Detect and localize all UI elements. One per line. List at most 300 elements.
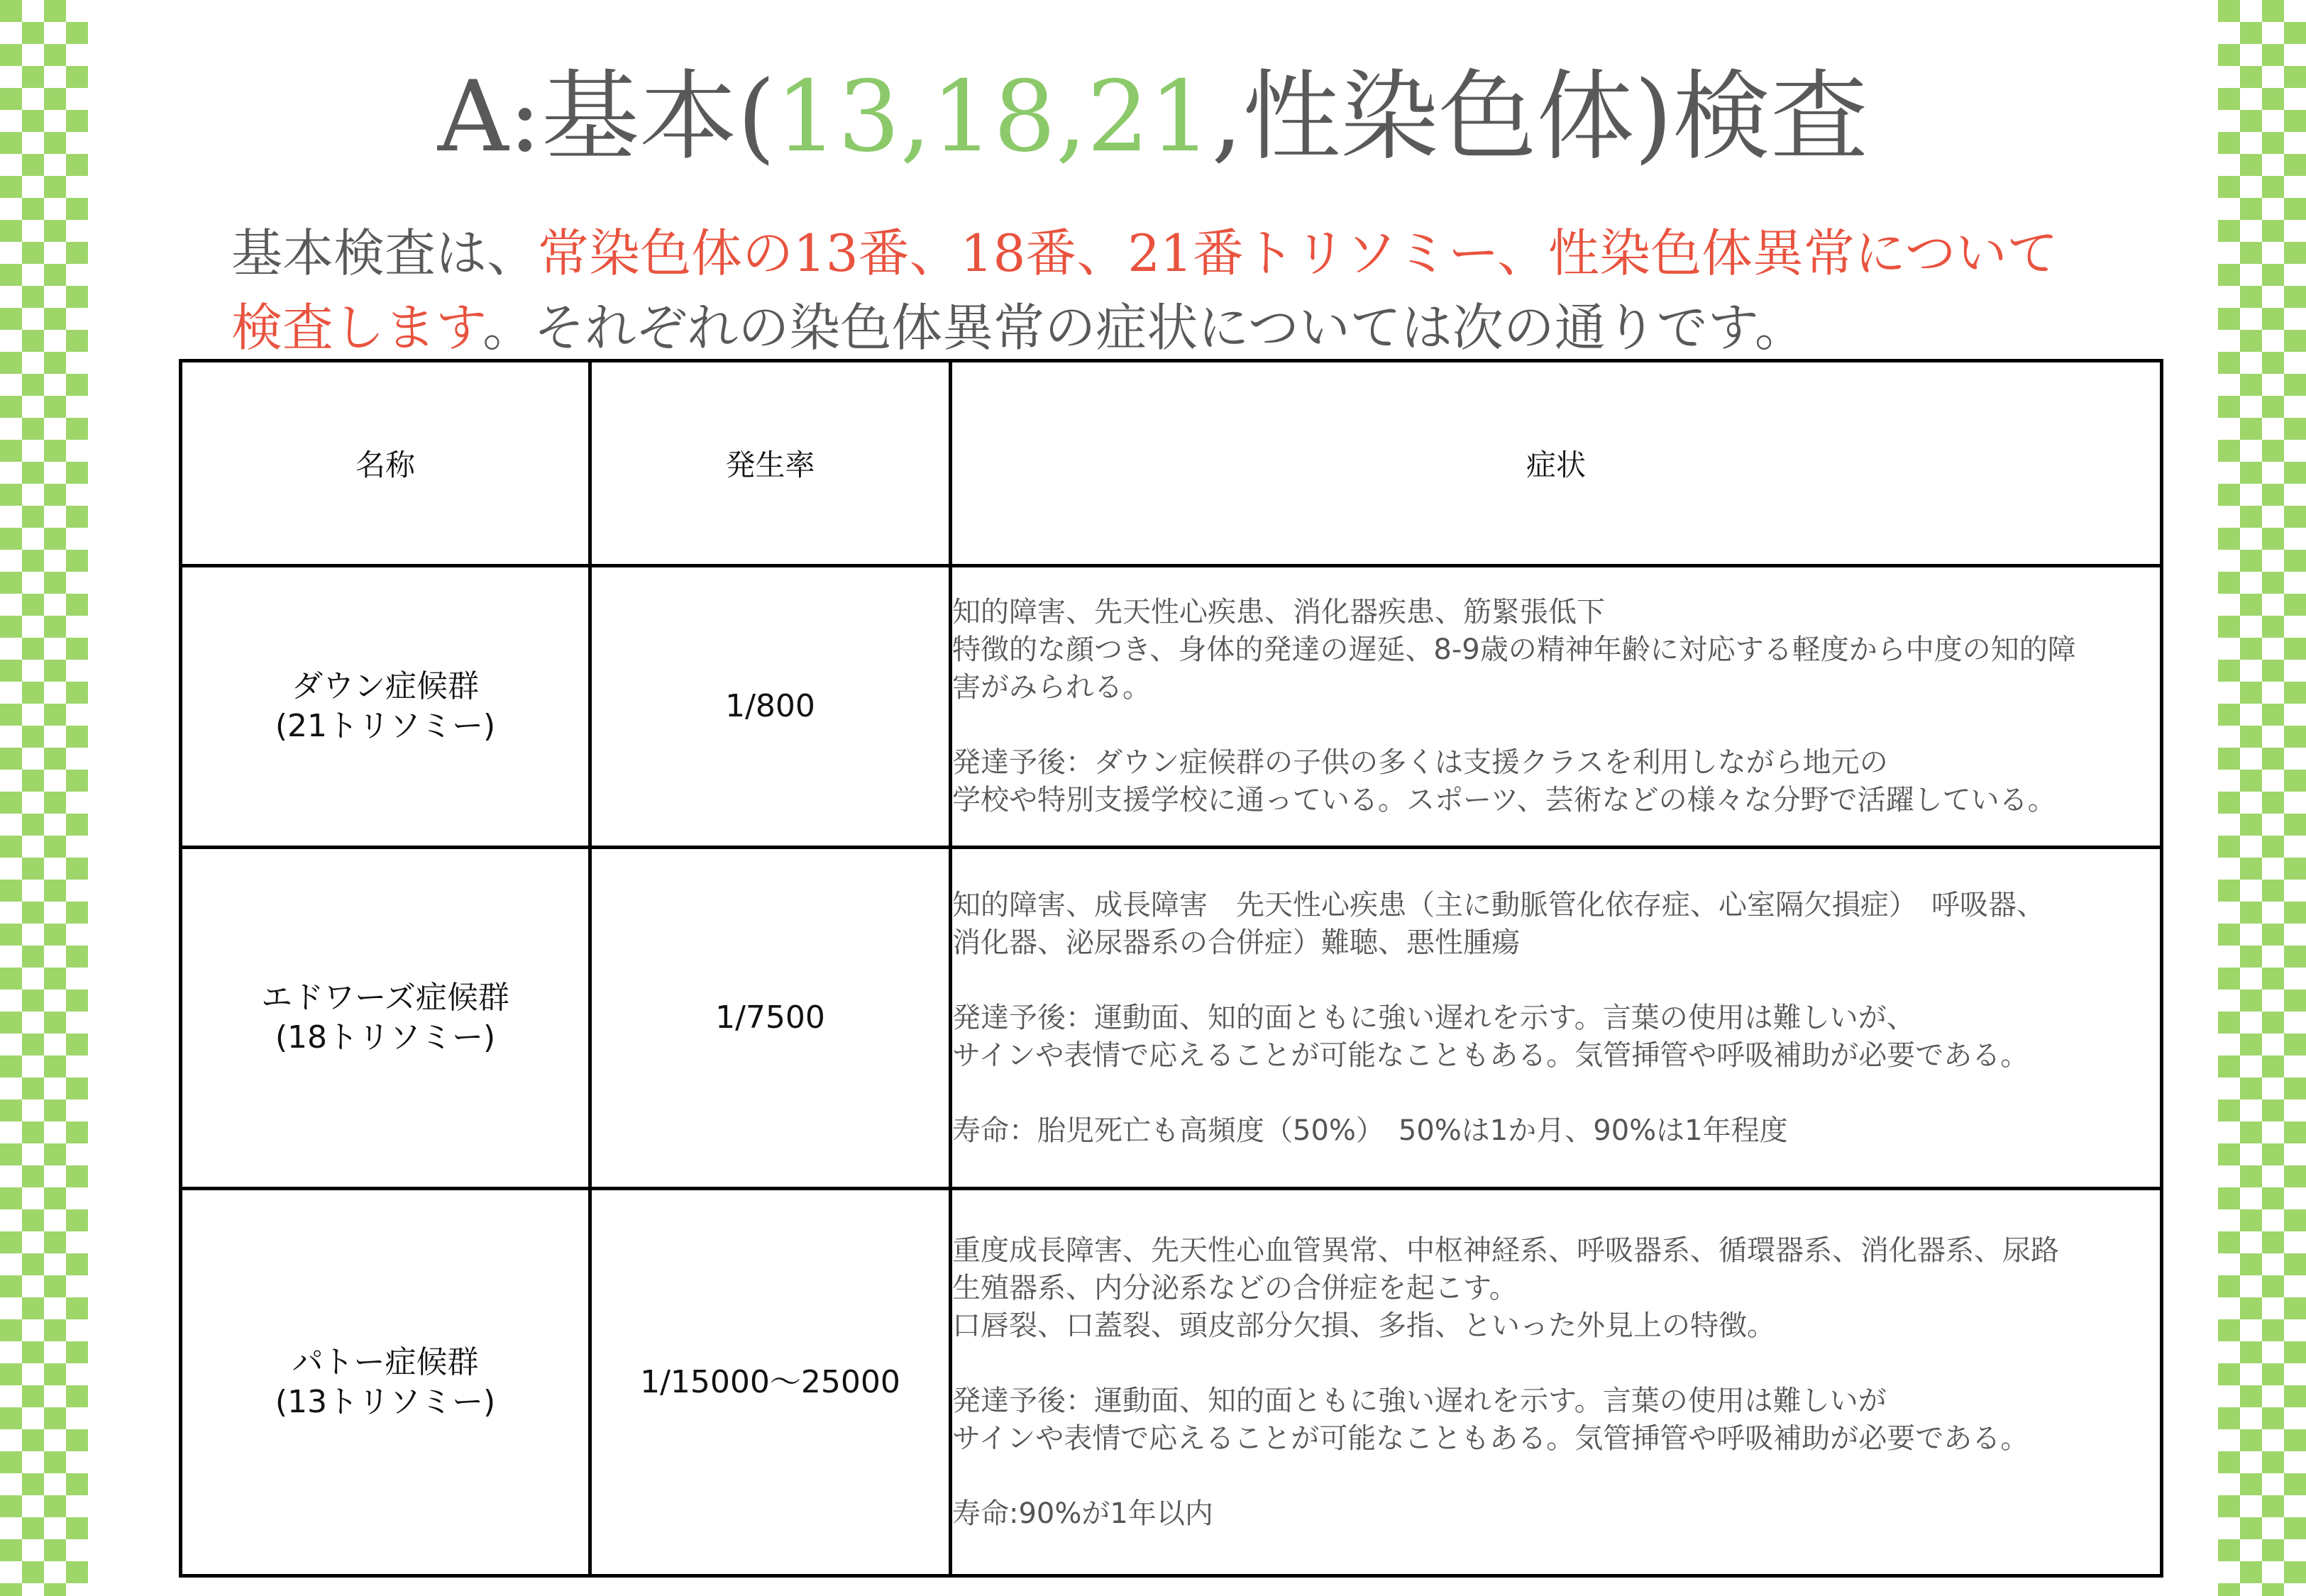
checker-square: [0, 704, 22, 726]
checker-square: [22, 418, 44, 440]
checker-square: [22, 902, 44, 924]
checker-square: [2284, 1473, 2306, 1495]
checker-square: [44, 264, 66, 286]
checker-square: [44, 1363, 66, 1385]
right-checkered-border: [2218, 0, 2306, 1596]
checker-square: [66, 198, 88, 220]
checker-square: [66, 330, 88, 352]
checker-square: [2240, 682, 2262, 704]
symptom-line: サインや表情で応えることが可能なこともある。気管挿管や呼吸補助が必要である。: [952, 1422, 2029, 1455]
checker-square: [2284, 242, 2306, 264]
checker-square: [22, 198, 44, 220]
checker-square: [22, 1517, 44, 1539]
checker-square: [2240, 1473, 2262, 1495]
checker-square: [44, 792, 66, 814]
checker-square: [22, 814, 44, 836]
checker-square: [2218, 704, 2240, 726]
checker-square: [2218, 1583, 2240, 1596]
checker-square: [22, 1033, 44, 1055]
checker-square: [2240, 286, 2262, 308]
right-checker-pattern: [2218, 0, 2306, 1596]
symptom-line: 寿命：胎児死亡も高頻度（50%） 50%は1か月、90%は1年程度: [952, 1114, 1788, 1147]
checker-square: [22, 770, 44, 792]
checker-square: [22, 1077, 44, 1099]
checker-square: [2240, 198, 2262, 220]
checker-square: [2240, 638, 2262, 660]
checker-square: [44, 616, 66, 638]
row-name-cell: [181, 1189, 590, 1576]
checker-square: [66, 1253, 88, 1275]
checker-square: [44, 748, 66, 770]
checker-square: [2218, 572, 2240, 594]
trisomy-label: (18トリソミー): [275, 1019, 496, 1055]
checker-square: [22, 462, 44, 484]
checker-square: [2262, 572, 2284, 594]
checker-square: [2284, 1429, 2306, 1451]
checker-square: [66, 1429, 88, 1451]
checker-square: [2284, 1253, 2306, 1275]
checker-square: [2262, 1319, 2284, 1341]
checker-square: [22, 858, 44, 880]
checker-square: [2284, 1385, 2306, 1407]
intro-red-2: 検査します: [231, 298, 483, 358]
checker-square: [22, 242, 44, 264]
checker-square: [66, 990, 88, 1012]
checker-square: [2284, 682, 2306, 704]
checker-square: [2240, 242, 2262, 264]
checker-square: [2240, 902, 2262, 924]
checker-square: [66, 1385, 88, 1407]
checker-square: [2284, 506, 2306, 528]
checker-square: [66, 858, 88, 880]
checker-square: [2284, 1077, 2306, 1099]
checker-square: [2284, 858, 2306, 880]
header-name: 名称: [181, 361, 590, 566]
checker-square: [2262, 616, 2284, 638]
symptoms-cell: [951, 1189, 2162, 1576]
checker-square: [66, 374, 88, 396]
checker-square: [0, 1319, 22, 1341]
checker-square: [2218, 1363, 2240, 1385]
checker-square: [2284, 1517, 2306, 1539]
checker-square: [2284, 902, 2306, 924]
checker-square: [2240, 550, 2262, 572]
left-checkered-border: [0, 0, 88, 1596]
checker-square: [2262, 0, 2284, 22]
checker-square: [2240, 1077, 2262, 1099]
checker-square: [0, 308, 22, 330]
checker-square: [2240, 858, 2262, 880]
title-prefix: A:基本(: [437, 60, 776, 174]
symptom-gap: [952, 1345, 2160, 1382]
symptom-line: サインや表情で応えることが可能なこともある。気管挿管や呼吸補助が必要である。: [952, 1038, 2029, 1072]
checker-square: [44, 836, 66, 858]
checker-square: [22, 1253, 44, 1275]
checker-square: [0, 792, 22, 814]
checker-square: [44, 528, 66, 550]
checker-square: [2262, 1231, 2284, 1253]
symptom-line: 特徴的な顔つき、身体的発達の遅延、8-9歳の精神年齢に対応する軽度から中度の知的障: [952, 633, 2076, 666]
checker-square: [0, 880, 22, 902]
checker-square: [2262, 1187, 2284, 1209]
checker-square: [2218, 484, 2240, 506]
checker-square: [44, 396, 66, 418]
checker-square: [2218, 1407, 2240, 1429]
checker-square: [0, 352, 22, 374]
checker-square: [2284, 1121, 2306, 1143]
checker-square: [0, 1451, 22, 1473]
checker-square: [22, 1165, 44, 1187]
checker-square: [2240, 1385, 2262, 1407]
checker-square: [2240, 1033, 2262, 1055]
symptom-line: 学校や特別支援学校に通っている。スポーツ、芸術などの様々な分野で活躍している。: [952, 784, 2056, 816]
checker-square: [2218, 1451, 2240, 1473]
syndrome-name: エドワーズ症候群: [261, 980, 509, 1016]
table-row: [181, 848, 2162, 1189]
checker-square: [2262, 1583, 2284, 1596]
checker-square: [2262, 924, 2284, 946]
title-highlight: 13,18,21: [775, 60, 1212, 174]
checker-square: [2240, 1341, 2262, 1363]
checker-square: [0, 924, 22, 946]
checker-square: [22, 1429, 44, 1451]
intro-line-2: [231, 291, 2147, 365]
checker-square: [44, 1055, 66, 1077]
syndrome-name: パトー症候群: [292, 1343, 479, 1380]
checker-square: [0, 968, 22, 990]
checker-square: [22, 990, 44, 1012]
checker-square: [2262, 440, 2284, 462]
syndrome-name: ダウン症候群: [292, 668, 479, 704]
checker-square: [44, 1451, 66, 1473]
checker-square: [66, 594, 88, 616]
symptom-line: 消化器、泌尿器系の合併症）難聴、悪性腫瘍: [952, 926, 1520, 959]
intro-normal-1: 基本検査は、: [231, 223, 539, 283]
title-suffix: ,性染色体)検査: [1211, 60, 1869, 174]
checker-square: [66, 1561, 88, 1583]
symptom-line: 発達予後：ダウン症候群の子供の多くは支援クラスを利用しながら地元の: [952, 746, 1888, 779]
checker-square: [44, 1012, 66, 1033]
checker-square: [0, 484, 22, 506]
checker-square: [66, 506, 88, 528]
checker-square: [0, 1583, 22, 1596]
checker-square: [2284, 1165, 2306, 1187]
checker-square: [2262, 308, 2284, 330]
checker-square: [2262, 264, 2284, 286]
checker-square: [2218, 528, 2240, 550]
checker-square: [2262, 352, 2284, 374]
checker-square: [2218, 616, 2240, 638]
checker-square: [2284, 726, 2306, 748]
symptoms-cell: [951, 566, 2162, 848]
checker-square: [66, 726, 88, 748]
checker-square: [44, 1231, 66, 1253]
checker-square: [2284, 462, 2306, 484]
checker-square: [2240, 1429, 2262, 1451]
checker-square: [2240, 770, 2262, 792]
checker-square: [22, 1341, 44, 1363]
checker-square: [0, 1407, 22, 1429]
checker-square: [22, 550, 44, 572]
checker-square: [22, 330, 44, 352]
checker-square: [2240, 990, 2262, 1012]
checker-square: [66, 22, 88, 44]
checker-square: [0, 616, 22, 638]
checker-square: [2284, 1561, 2306, 1583]
checker-square: [22, 946, 44, 968]
checker-square: [22, 22, 44, 44]
checker-square: [2284, 286, 2306, 308]
checker-square: [2262, 1539, 2284, 1561]
checker-square: [66, 638, 88, 660]
checker-square: [2218, 748, 2240, 770]
checker-square: [2218, 1495, 2240, 1517]
checker-square: [2262, 1055, 2284, 1077]
checker-square: [2218, 968, 2240, 990]
checker-square: [2218, 220, 2240, 242]
checker-square: [44, 704, 66, 726]
checker-square: [2240, 726, 2262, 748]
checker-square: [2262, 1495, 2284, 1517]
checker-square: [2262, 880, 2284, 902]
checker-square: [2262, 1363, 2284, 1385]
checker-square: [2240, 946, 2262, 968]
checker-square: [22, 1385, 44, 1407]
checker-square: [2218, 880, 2240, 902]
checker-square: [2284, 946, 2306, 968]
checker-square: [22, 1209, 44, 1231]
checker-square: [44, 220, 66, 242]
intro-paragraph: [231, 216, 2147, 365]
symptom-line: 知的障害、先天性心疾患、消化器疾患、筋緊張低下: [952, 596, 1605, 628]
checker-square: [2284, 374, 2306, 396]
checker-square: [22, 638, 44, 660]
checker-square: [66, 1121, 88, 1143]
checker-square: [44, 1495, 66, 1517]
checker-square: [44, 1275, 66, 1297]
checker-square: [0, 1363, 22, 1385]
checker-square: [2284, 814, 2306, 836]
checker-square: [2218, 1319, 2240, 1341]
checker-square: [0, 1055, 22, 1077]
chromosome-table: [179, 359, 2163, 1578]
checker-square: [2218, 1099, 2240, 1121]
checker-square: [0, 396, 22, 418]
checker-square: [2218, 792, 2240, 814]
checker-square: [22, 374, 44, 396]
checker-square: [66, 1473, 88, 1495]
checker-square: [0, 440, 22, 462]
checker-square: [66, 1517, 88, 1539]
checker-square: [44, 572, 66, 594]
checker-square: [66, 462, 88, 484]
checker-square: [2218, 396, 2240, 418]
checker-square: [44, 484, 66, 506]
checker-square: [0, 0, 22, 22]
checker-square: [2284, 990, 2306, 1012]
checker-square: [0, 1539, 22, 1561]
checker-square: [44, 1143, 66, 1165]
checker-square: [66, 902, 88, 924]
checker-square: [2284, 1209, 2306, 1231]
checker-square: [2218, 440, 2240, 462]
checker-square: [66, 1209, 88, 1231]
checker-square: [0, 1012, 22, 1033]
trisomy-label: (21トリソミー): [275, 708, 496, 744]
checker-square: [2218, 0, 2240, 22]
intro-line-1: [231, 216, 2147, 291]
checker-square: [2262, 484, 2284, 506]
checker-square: [2218, 1231, 2240, 1253]
symptoms-cell: [951, 848, 2162, 1189]
checker-square: [2240, 1209, 2262, 1231]
checker-square: [2218, 1275, 2240, 1297]
checker-square: [44, 1319, 66, 1341]
checker-square: [2218, 1539, 2240, 1561]
checker-square: [2262, 1407, 2284, 1429]
checker-square: [0, 1099, 22, 1121]
checker-square: [2262, 396, 2284, 418]
checker-square: [2240, 506, 2262, 528]
checker-square: [66, 814, 88, 836]
checker-square: [2262, 836, 2284, 858]
checker-square: [2240, 22, 2262, 44]
checker-square: [66, 550, 88, 572]
checker-square: [22, 1297, 44, 1319]
checker-square: [2218, 1187, 2240, 1209]
symptom-gap: [952, 706, 2160, 744]
checker-square: [2284, 418, 2306, 440]
checker-square: [2240, 462, 2262, 484]
checker-square: [2262, 528, 2284, 550]
incidence-rate: 1/15000～25000: [590, 1189, 951, 1576]
checker-square: [66, 1341, 88, 1363]
checker-square: [22, 506, 44, 528]
checker-square: [44, 1407, 66, 1429]
incidence-rate: 1/800: [590, 566, 951, 848]
symptom-gap: [952, 1458, 2160, 1495]
table-row: [181, 1189, 2162, 1576]
checker-square: [66, 682, 88, 704]
checker-square: [2218, 924, 2240, 946]
checker-square: [44, 1539, 66, 1561]
checker-square: [2284, 198, 2306, 220]
checker-square: [44, 968, 66, 990]
symptom-line: 寿命:90%が1年以内: [952, 1497, 1213, 1530]
symptom-gap: [952, 1075, 2160, 1112]
checker-square: [2240, 1165, 2262, 1187]
symptom-line: 発達予後：運動面、知的面ともに強い遅れを示す。言葉の使用は難しいが: [952, 1384, 1887, 1417]
checker-square: [0, 748, 22, 770]
checker-square: [44, 1583, 66, 1596]
checker-square: [2284, 638, 2306, 660]
checker-square: [0, 660, 22, 682]
checker-square: [0, 264, 22, 286]
checker-square: [44, 352, 66, 374]
checker-square: [2240, 1253, 2262, 1275]
checker-square: [2284, 594, 2306, 616]
checker-square: [44, 924, 66, 946]
checker-square: [2284, 550, 2306, 572]
checker-square: [66, 1297, 88, 1319]
page-title: [0, 50, 2306, 184]
checker-square: [2262, 1099, 2284, 1121]
checker-square: [2218, 1055, 2240, 1077]
checker-square: [2262, 968, 2284, 990]
checker-square: [44, 0, 66, 22]
checker-square: [22, 1561, 44, 1583]
checker-square: [0, 1231, 22, 1253]
checker-square: [22, 1473, 44, 1495]
checker-square: [2218, 352, 2240, 374]
symptom-line: 知的障害、成長障害 先天性心疾患（主に動脈管化依存症、心室隔欠損症） 呼吸器、: [952, 888, 2045, 921]
checker-square: [66, 1077, 88, 1099]
checker-square: [2262, 704, 2284, 726]
checker-square: [2262, 1012, 2284, 1033]
checker-square: [2218, 308, 2240, 330]
checker-square: [22, 682, 44, 704]
checker-square: [0, 1495, 22, 1517]
trisomy-label: (13トリソミー): [275, 1383, 496, 1420]
checker-square: [2240, 814, 2262, 836]
checker-square: [2262, 1275, 2284, 1297]
checker-square: [66, 770, 88, 792]
checker-square: [0, 528, 22, 550]
checker-square: [0, 572, 22, 594]
checker-square: [66, 242, 88, 264]
checker-square: [2262, 792, 2284, 814]
checker-square: [2262, 220, 2284, 242]
symptom-gap: [952, 962, 2160, 999]
intro-normal-2: 。それぞれの染色体異常の症状については次の通りです。: [482, 298, 1806, 358]
checker-square: [2240, 1517, 2262, 1539]
checker-square: [22, 726, 44, 748]
checker-square: [2218, 1143, 2240, 1165]
table-header-row: [181, 361, 2162, 566]
checker-square: [0, 1275, 22, 1297]
checker-square: [2240, 594, 2262, 616]
checker-square: [0, 1143, 22, 1165]
checker-square: [22, 594, 44, 616]
checker-square: [66, 1165, 88, 1187]
checker-square: [2240, 1121, 2262, 1143]
checker-square: [2240, 1561, 2262, 1583]
checker-square: [2284, 770, 2306, 792]
symptom-line: 害がみられる。: [952, 671, 1151, 704]
checker-square: [22, 286, 44, 308]
checker-square: [2218, 264, 2240, 286]
table-row: [181, 566, 2162, 848]
checker-square: [2218, 836, 2240, 858]
checker-square: [66, 946, 88, 968]
checker-square: [2284, 1033, 2306, 1055]
incidence-rate: 1/7500: [590, 848, 951, 1189]
checker-square: [2284, 1297, 2306, 1319]
checker-square: [44, 308, 66, 330]
checker-square: [2262, 1451, 2284, 1473]
checker-square: [2240, 330, 2262, 352]
left-checker-pattern: [0, 0, 88, 1596]
checker-square: [2262, 748, 2284, 770]
checker-square: [2240, 374, 2262, 396]
checker-square: [2262, 1143, 2284, 1165]
checker-square: [44, 880, 66, 902]
intro-red-1: 常染色体の13番、18番、21番トリソミー、性染色体異常について: [538, 223, 2058, 283]
checker-square: [44, 1099, 66, 1121]
checker-square: [0, 1187, 22, 1209]
checker-square: [2218, 1012, 2240, 1033]
checker-square: [0, 836, 22, 858]
